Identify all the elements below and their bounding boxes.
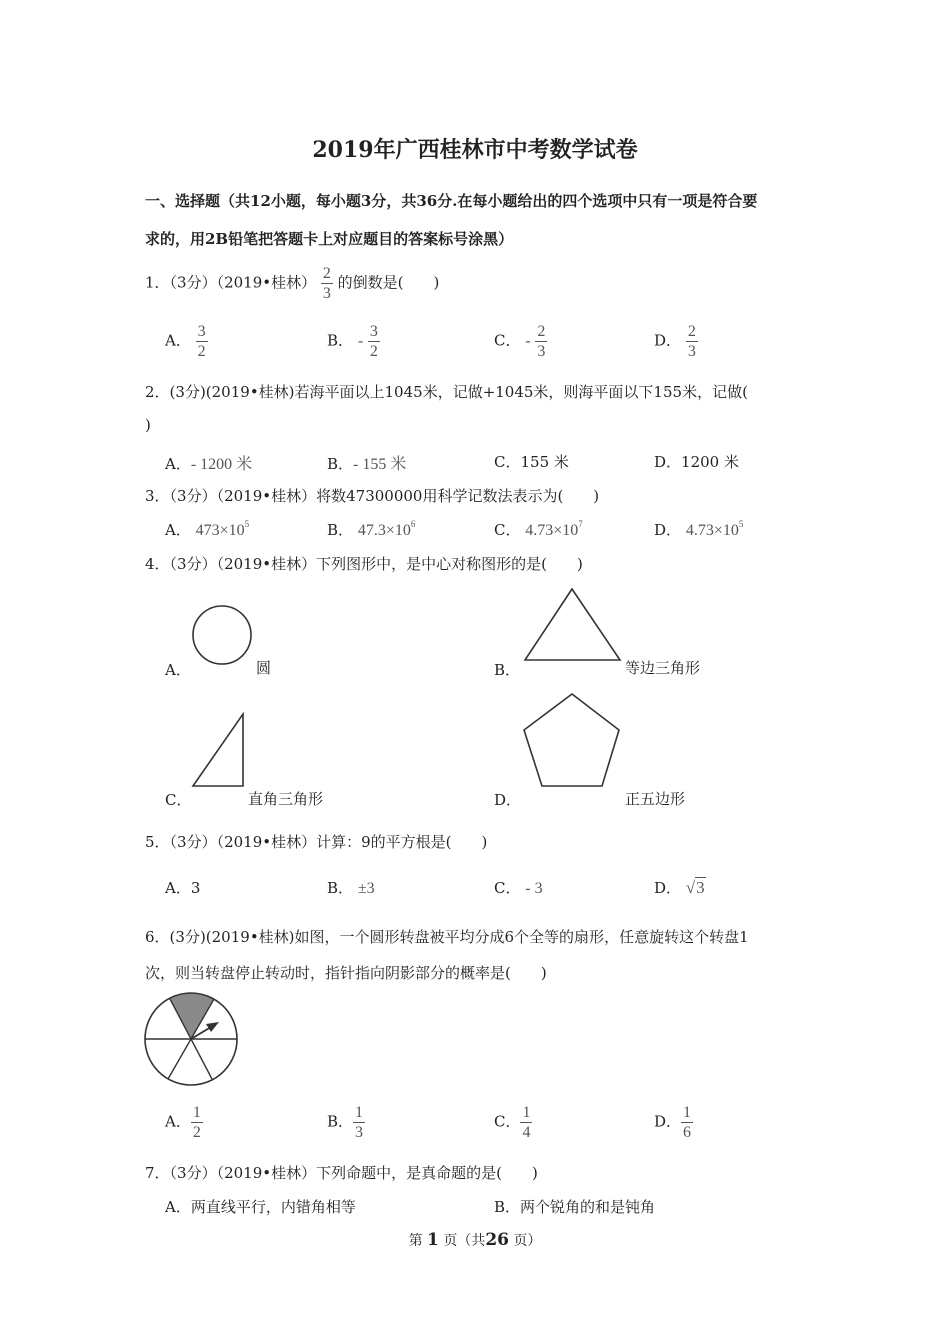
- option-fraction: [191, 1103, 203, 1142]
- fraction-denominator: 3: [322, 285, 331, 302]
- option-text: - 155 米: [353, 456, 407, 473]
- fraction-numerator: 1: [522, 1104, 531, 1121]
- section-header-line2: 求的，用2B铅笔把答题卡上对应题目的答案标号涂黑）: [145, 230, 514, 248]
- option-exponent: 5: [738, 519, 744, 529]
- option-label: D．: [654, 1112, 682, 1131]
- fraction-denominator: 3: [537, 343, 546, 360]
- option-base: 4.73×10: [685, 522, 739, 539]
- option-text: ±3: [357, 880, 375, 897]
- fraction-denominator: 2: [192, 1124, 201, 1141]
- option-base: 47.3×10: [357, 522, 411, 539]
- q4-option-a-caption: 圆: [256, 659, 272, 677]
- question-6-line2: 次，则当转盘停止转动时，指针指向阴影部分的概率是( ): [145, 964, 547, 982]
- option-text: - 1200 米: [190, 456, 253, 473]
- option-fraction: [353, 1103, 365, 1142]
- footer-text: 页（共: [443, 1233, 486, 1249]
- q7-option-a[interactable]: [165, 1196, 356, 1217]
- footer-text: 页）: [513, 1233, 542, 1249]
- page-title: 2019年广西桂林市中考数学试卷: [312, 137, 638, 163]
- option-label: D．: [654, 879, 682, 897]
- fraction-denominator: 3: [687, 343, 696, 360]
- question-4: 4．（3分）（2019•桂林）下列图形中，是中心对称图形的是( ): [145, 555, 583, 573]
- option-label: B．: [494, 661, 521, 679]
- q7-option-b[interactable]: [494, 1196, 655, 1217]
- footer-text: 第: [408, 1233, 423, 1249]
- question-1-suffix: 的倒数是( ): [337, 273, 440, 292]
- option-label: D．: [494, 791, 522, 809]
- option-text: 两直线平行，内错角相等: [190, 1198, 356, 1216]
- option-text: 3: [190, 879, 201, 897]
- q6-option-c[interactable]: [494, 1103, 532, 1142]
- option-exponent: 5: [244, 519, 250, 529]
- fraction-numerator: 2: [687, 323, 696, 340]
- question-3: 3．（3分）（2019•桂林）将数47300000用科学记数法表示为( ): [145, 487, 600, 505]
- shaded-sector: [170, 993, 214, 1039]
- option-label: B．: [327, 1112, 354, 1131]
- option-label: A．: [165, 1112, 191, 1131]
- radicand: 3: [696, 878, 705, 897]
- option-label: D．: [654, 453, 682, 471]
- pointer-arrowhead: [206, 1022, 219, 1032]
- question-2-line2: ): [145, 416, 151, 434]
- question-7: 7．（3分）（2019•桂林）下列命题中，是真命题的是( ): [145, 1164, 538, 1182]
- question-1-prefix: 1．（3分）（2019•桂林）: [145, 273, 317, 292]
- option-label: A．: [165, 661, 191, 679]
- option-label: A．: [165, 521, 191, 539]
- option-label: C．: [494, 453, 521, 471]
- fraction-denominator: 6: [683, 1124, 692, 1141]
- option-sign: -: [525, 332, 531, 350]
- option-label: A．: [165, 455, 191, 473]
- q4-option-d-caption: 正五边形: [625, 790, 686, 808]
- current-page-number: 1: [427, 1230, 439, 1250]
- option-fraction: [520, 1103, 532, 1142]
- option-label: B．: [327, 455, 354, 473]
- option-label: B．: [494, 1198, 521, 1216]
- option-exponent: 6: [410, 519, 416, 529]
- option-base: 4.73×10: [525, 522, 579, 539]
- option-label: D．: [654, 331, 682, 350]
- q6-option-d[interactable]: [654, 1103, 693, 1142]
- fraction-numerator: 2: [537, 323, 546, 340]
- page-footer: [0, 1230, 950, 1250]
- question-6-line1: 6．(3分)(2019•桂林)如图，一个圆形转盘被平均分成6个全等的扇形，任意旋转这个转盘1: [145, 928, 749, 946]
- option-fraction: [681, 1103, 693, 1142]
- option-label: C．: [165, 791, 192, 809]
- option-text: 155 米: [520, 453, 569, 471]
- option-label: B．: [327, 879, 354, 897]
- fraction-denominator: 2: [197, 343, 206, 360]
- question-2-line1: 2．(3分)(2019•桂林)若海平面以上1045米，记做+1045米，则海平面以下155米，记做(: [145, 383, 748, 401]
- option-label: A．: [165, 1198, 191, 1216]
- fraction-numerator: 3: [369, 323, 378, 340]
- fraction-denominator: 3: [355, 1124, 364, 1141]
- option-label: D．: [654, 521, 682, 539]
- option-label: C．: [494, 879, 521, 897]
- fraction-numerator: 3: [197, 323, 206, 340]
- option-base: 473×10: [195, 522, 245, 539]
- q4-option-b-caption: 等边三角形: [625, 659, 701, 677]
- option-text: - 3: [525, 880, 543, 897]
- option-text: 1200 米: [681, 453, 739, 471]
- total-page-count: 26: [485, 1230, 509, 1250]
- q6-option-b[interactable]: [327, 1103, 365, 1142]
- option-sign: -: [357, 332, 364, 350]
- section-header-line1: 一、选择题（共12小题，每小题3分，共36分.在每小题给出的四个选项中只有一项是符合要: [145, 192, 758, 210]
- option-text: 两个锐角的和是钝角: [520, 1198, 656, 1216]
- fraction-numerator: 1: [683, 1104, 692, 1121]
- q6-option-a[interactable]: [165, 1103, 203, 1142]
- option-label: C．: [494, 331, 521, 350]
- fraction-numerator: 1: [355, 1104, 364, 1121]
- fraction-denominator: 4: [522, 1124, 531, 1141]
- option-label: B．: [327, 331, 354, 350]
- q4-option-c-caption: 直角三角形: [248, 790, 324, 808]
- option-label: A．: [165, 331, 191, 350]
- option-label: C．: [494, 521, 521, 539]
- option-exponent: 7: [578, 519, 583, 529]
- option-label: C．: [494, 1112, 521, 1131]
- fraction-numerator: 1: [192, 1104, 201, 1121]
- option-label: A．: [165, 879, 191, 897]
- fraction-denominator: 2: [369, 343, 378, 360]
- question-5: 5．（3分）（2019•桂林）计算：9的平方根是( ): [145, 833, 488, 851]
- square-root-icon: √3: [685, 878, 705, 897]
- fraction-numerator: 2: [322, 265, 331, 282]
- option-label: B．: [327, 521, 354, 539]
